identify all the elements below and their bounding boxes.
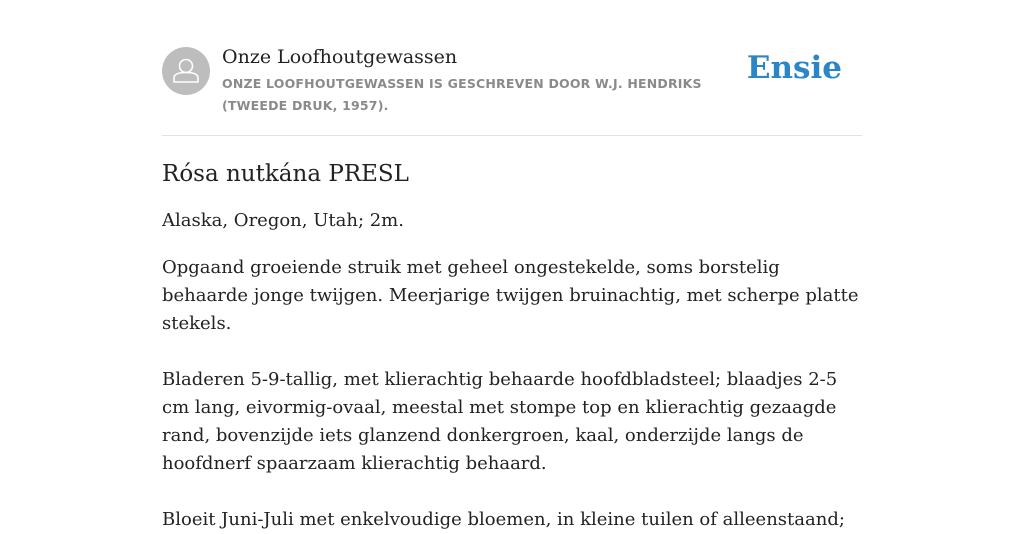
book-header <box>162 40 862 136</box>
person-icon <box>162 47 210 95</box>
entry-description: Opgaand groeiende struik met geheel ongestekelde, soms borstelig behaarde jonge twijgen. Meerjarige twijgen bruinachtig, met scherpe platte stekels. <box>162 257 859 334</box>
entry-content <box>162 156 862 534</box>
book-subtitle: ONZE LOOFHOUTGEWASSEN IS GESCHREVEN DOOR W.J. HENDRIKS (TWEEDE DRUK, 1957). <box>222 76 702 113</box>
entry-leaves: Bladeren 5-9-tallig, met klierachtig behaarde hoofdbladsteel; blaadjes 2-5 cm lang, eivormig-ovaal, meestal met stompe top en klierachtig gezaagde rand, bovenzijde iets glanzend donkergroen, kaal, onderzijde langs de hoofdnerf spaarzaam klierachtig behaard. <box>162 369 838 474</box>
entry-bloom: Bloeit Juni-Juli met enkelvoudige bloemen, in kleine tuilen of alleenstaand; <box>162 509 845 530</box>
entry-title: Rósa nutkána PRESL <box>162 161 409 187</box>
ensie-logo[interactable]: Ensie <box>746 50 842 86</box>
entry-origin: Alaska, Oregon, Utah; 2m. <box>162 210 404 231</box>
book-title[interactable]: Onze Loofhoutgewassen <box>222 46 458 68</box>
user-avatar-icon <box>162 47 210 95</box>
